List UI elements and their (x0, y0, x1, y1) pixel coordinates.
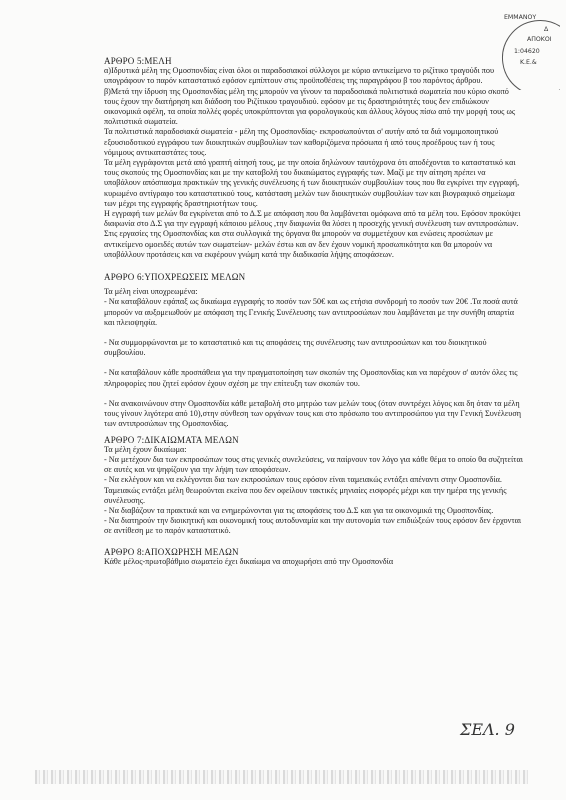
article-6-item-3: - Να καταβάλουν κάθε προσπάθεια για την πραγματοποίηση των σκοπών της Ομοσπονδίας και να παρέχουν σ' αυτόν όλες τις πληροφορίες που ζητεί εφόσον έχουν σχέση με την επίτευξη των σκοπών του. (104, 368, 518, 388)
article-5-para-b: β)Μετά την ίδρυση της Ομοσπονδίας μέλη της μπορούν να γίνουν τα παραδοσιακά πολιτιστικά σωματεία που κύριο σκοπό τους έχουν την διατήρηση και διάδοση του Ριζίτικου τραγουδιού. εφόσον με τις δραστηριότητές τους δεν επιδιώκουν οικονομικά οφέλη, τα οποία πολλές φορές υποκρύπτονται για φορολογικούς και άλλους λόγους πίσω από την μορφή τους ως πολιτιστικά σωματεία. (104, 86, 516, 127)
article-5-para-a: α)Ιδρυτικά μέλη της Ομοσπονδίας είναι όλοι οι παραδοσιακοί σύλλογοι με κύριο αντικείμενο το ριζίτικο τραγούδι που υπογράφουν το παρόν καταστατικό εφόσον εμπίπτουν στις προϋποθέσεις της παραγράφου β του παρόντος άρθρου. (104, 66, 495, 86)
article-7-item-3: - Να διαβάζουν τα πρακτικά και να ενημερώνονται για τις αποφάσεις του Δ.Σ και για τα οικονομικά της Ομοσπονδίας. (104, 505, 494, 515)
stamp-line-3: ΑΠΟΚΟΙ (527, 36, 552, 43)
document-body (104, 56, 524, 567)
article-6-item-2: - Να συμμορφώνονται με το καταστατικό και τις αποφάσεις της συνέλευσης των αντιπροσώπων και του διοικητικού συμβουλίου. (104, 338, 487, 358)
article-8-text: Κάθε μέλος-πρωτοβάθμιο σωματείο έχει δικαίωμα να αποχωρήσει από την Ομοσπονδία (104, 556, 394, 566)
article-6-item-1: - Να καταβάλουν εφάπαξ ως δικαίωμα εγγραφής το ποσόν των 50€ και ως ετήσια συνδρομή το ποσόν των 20€ .Τα ποσά αυτά μπορούν να αυξομειωθούν με απόφαση της Γενικής Συνέλευσης των αντιπροσώπων που λαμβάνεται με την συνήθη απαρτία και πλειοψηφία. (104, 297, 518, 327)
article-5-para-d: Τα μέλη εγγράφονται μετά από γραπτή αίτησή τους, με την οποία δηλώνουν ταυτόχρονα ότι αποδέχονται το καταστατικό και τους σκοπούς της Ομοσπονδίας και με την καταβολή του δικαιώματος εγγραφής των. Μαζί με την αίτηση πρέπει να υποβάλουν απόσπασμα πρακτικών της γενικής συνέλευσης ή των διοικητικών συμβουλίων τους που θα εγκρίνει την εγγραφή, κυρωμένο αντίγραφο του καταστατικού τους, κατάσταση μελών των διοικητικών συμβουλίων των και βιογραφικό σημείωμα των μέχρι της εγγραφής δραστηριοτήτων τους. (104, 158, 520, 208)
article-8-heading: ΑΡΘΡΟ 8:ΑΠΟΧΩΡΗΣΗ ΜΕΛΩΝ (104, 546, 239, 557)
article-6-item-4: - Να ανακοινώνουν στην Ομοσπονδία κάθε μεταβολή στο μητρώο των μελών τους (όταν συντρέχει λόγος και δη όταν τα μέλη τους γίνουν λιγότερα από 10),στην σύνθεση των οργάνων τους και στο πρόσωπο του αντιπροσώπου για την Γενική Συνέλευση των αντιπροσώπων της Ομοσπονδίας. (104, 398, 522, 429)
article-7-item-1: - Να μετέχουν δια των εκπροσώπων τους στις γενικές συνελεύσεις, να παίρνουν τον λόγο για κάθε θέμα το οποίο θα συζητείται σε αυτές και να ψηφίζουν για την λήψη των αποφάσεων. (104, 454, 523, 475)
scan-edge-artifact (35, 770, 528, 784)
article-7-intro: Τα μέλη έχουν δικαίωμα: (104, 444, 187, 454)
article-5-heading: ΑΡΘΡΟ 5:ΜΕΛΗ (104, 56, 172, 66)
stamp-line-4: 1:04620 (514, 48, 540, 55)
article-5-para-e: Η εγγραφή των μελών θα εγκρίνεται από το Δ.Σ με απόφαση που θα λαμβάνεται ομόφωνα από τα μέλη του. Εφόσον προκύψει διαφωνία στο Δ.Σ για την εγγραφή κάποιου μέλους ,την διαφωνία θα λύσει η προσεχής γενική συνέλευση των αντιπροσώπων. (104, 209, 521, 229)
article-7-item-4: - Να διατηρούν την διοικητική και οικονομική τους αυτοδυναμία και την αυτονομία των επιδιώξεών τους εφόσον δεν έρχονται σε αντίθεση με το παρόν καταστατικό. (104, 516, 522, 536)
article-7-heading: ΑΡΘΡΟ 7:ΔΙΚΑΙΩΜΑΤΑ ΜΕΛΩΝ (104, 434, 239, 445)
handwritten-page-mark: ΣΕΛ. 9 (460, 720, 515, 739)
article-5-para-c: Τα πολιτιστικά παραδοσιακά σωματεία - μέλη της Ομοσπονδίας- εκπροσωπούνται σ' αυτήν από τα διά νομιμοποιητικού εξουσιοδοτικού εγγράφου των διοικητικών συμβουλίων των καθοριζόμενα πρόσωπα ή από τους προέδρους των ή τους νόμιμους αντικαταστάτες τους. (104, 127, 499, 157)
article-5-para-f: Στις εργασίες της Ομοσπονδίας και στα συλλογικά της όργανα θα μπορούν να συμμετέχουν και ενώσεις προσώπων με αντικείμενο ομοειδές αυτών των σωματείων- μελών έστω και αν δεν έχουν νομική προσωπικότητα και θα μπορούν να υποβάλλουν προτάσεις και να εκφέρουν γνώμη κατά την διαδικασία λήψης αποφάσεων. (104, 229, 494, 259)
article-7-item-2: - Να εκλέγουν και να εκλέγονται δια των εκπροσώπων τους εφόσον είναι ταμειακώς εντάξει απέναντι στην Ομοσπονδία. Ταμειακώς εντάξει μέλη θεωρούνται εκείνα που δεν οφείλουν τακτικές μηνιαίες εισφορές μέχρι και την ημέρα της γενικής συνέλευσης. (104, 475, 507, 505)
stamp-line-2: Δ (544, 26, 549, 33)
stamp-line-5: Κ.Ε.& (520, 59, 537, 66)
article-6-heading: ΑΡΘΡΟ 6:ΥΠΟΧΡΕΩΣΕΙΣ ΜΕΛΩΝ (104, 272, 246, 283)
stamp-line-1: ΕΜΜΑΝΟΥ (504, 14, 537, 21)
article-6-intro: Τα μέλη είναι υποχρεωμένα: (104, 287, 198, 297)
